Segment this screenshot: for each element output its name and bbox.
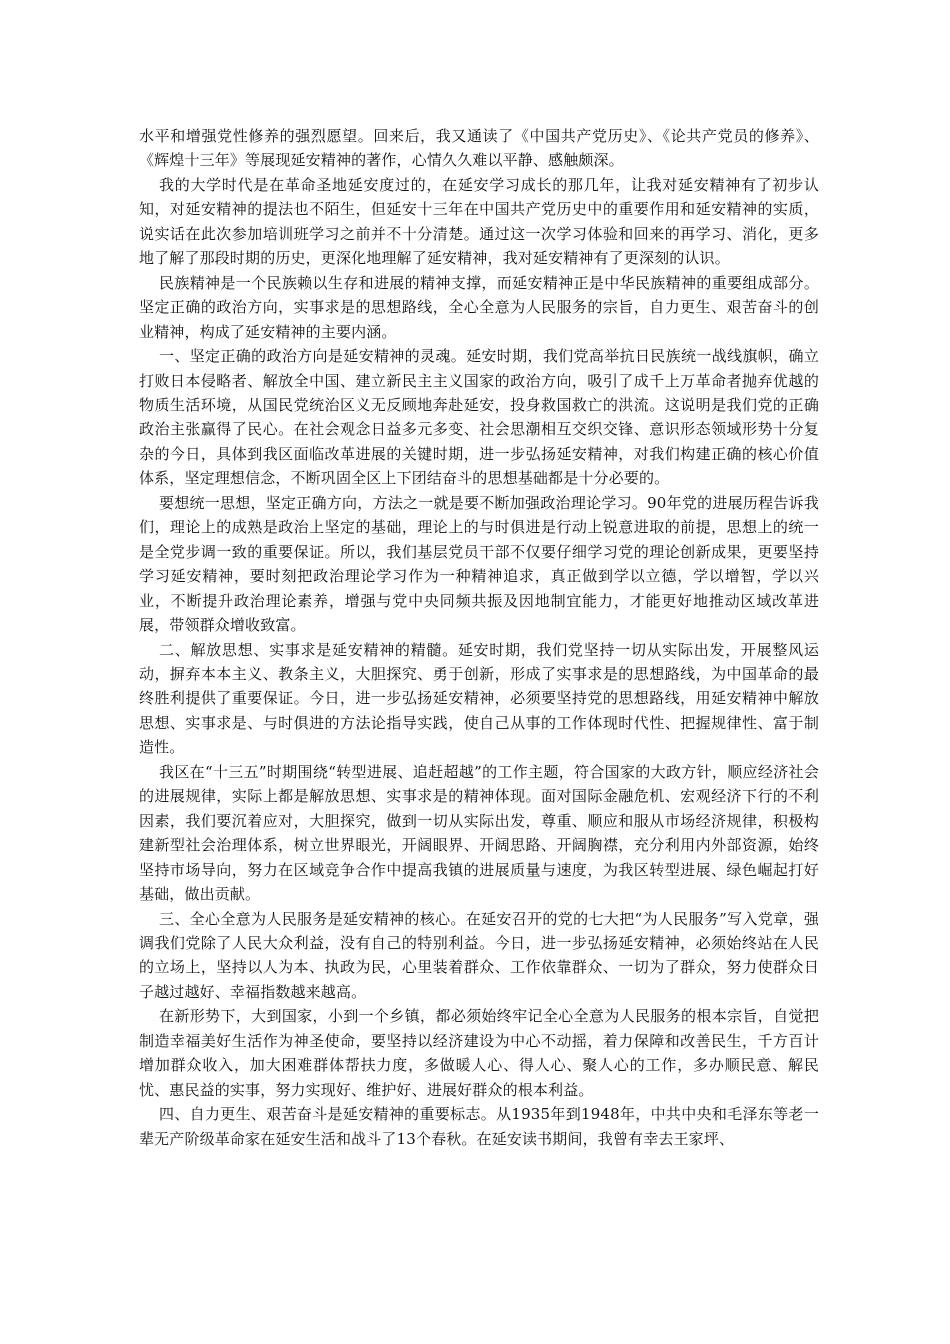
paragraph-2: 我的大学时代是在革命圣地延安度过的，在延安学习成长的那几年，让我对延安精神有了初步认知，对延安精神的提法也不陌生，但延安十三年在中国共产党历史中的重要作用和延安精神的实质，说实话在此次参加培训班学习之前并不十分清楚。通过这一次学习体验和回来的再学习、消化，更多地了解了那段时期的历史，更深化地理解了延安精神，我对延安精神有了更深刻的认识。 bbox=[139, 175, 819, 268]
paragraph-4: 一、坚定正确的政治方向是延安精神的灵魂。延安时期，我们党高举抗日民族统一战线旗帜，确立打败日本侵略者、解放全中国、建立新民主主义国家的政治方向，吸引了成千上万革命者抛弃优越的物质生活环境，从国民党统治区义无反顾地奔赴延安，投身救国救亡的洪流。这说明是我们党的正确政治主张赢得了民心。在社会观念日益多元多变、社会思潮相互交织交锋、意识形态领域形势十分复杂的今日，具体到我区面临改革进展的关键时期，进一步弘扬延安精神，对我们构建正确的核心价值体系，坚定理想信念，不断巩固全区上下团结奋斗的思想基础都是十分必要的。 bbox=[139, 347, 819, 488]
paragraph-9: 在新形势下，大到国家，小到一个乡镇，都必须始终牢记全心全意为人民服务的根本宗旨，自觉把制造幸福美好生活作为神圣使命，要坚持以经济建设为中心不动摇，着力保障和改善民生，千方百计增加群众收入，加大困难群体帮扶力度，多做暖人心、得人心、聚人心的工作，多办顺民意、解民忧、惠民益的实事，努力实现好、维护好、进展好群众的根本利益。 bbox=[139, 1007, 819, 1099]
document-body bbox=[139, 124, 819, 1151]
paragraph-10: 四、自力更生、艰苦奋斗是延安精神的重要标志。从1935年到1948年，中共中央和毛泽东等老一辈无产阶级革命家在延安生活和战斗了13个春秋。在延安读书期间，我曾有幸去王家坪、 bbox=[139, 1105, 819, 1148]
paragraph-3: 民族精神是一个民族赖以生存和进展的精神支撑，而延安精神正是中华民族精神的重要组成部分。坚定正确的政治方向，实事求是的思想路线，全心全意为人民服务的宗旨，自力更生、艰苦奋斗的创业精神，构成了延安精神的主要内涵。 bbox=[139, 273, 819, 341]
paragraph-5: 要想统一思想，坚定正确方向，方法之一就是要不断加强政治理论学习。90年党的进展历程告诉我们，理论上的成熟是政治上坚定的基础，理论上的与时俱进是行动上锐意进取的前提，思想上的统一是全党步调一致的重要保证。所以，我们基层党员干部不仅要仔细学习党的理论创新成果，更要坚持学习延安精神，要时刻把政治理论学习作为一种精神追求，真正做到学以立德，学以增智，学以兴业，不断提升政治理论素养，增强与党中央同频共振及因地制宜能力，才能更好地推动区域改革进展，带领群众增收致富。 bbox=[139, 493, 819, 635]
paragraph-8: 三、全心全意为人民服务是延安精神的核心。在延安召开的党的七大把“为人民服务”写入党章，强调我们党除了人民大众利益，没有自己的特别利益。今日，进一步弘扬延安精神，必须始终站在人民的立场上，坚持以人为本、执政为民，心里装着群众、工作依靠群众、一切为了群众，努力使群众日子越过越好、幸福指数越来越高。 bbox=[139, 909, 819, 1001]
paragraph-6: 二、解放思想、实事求是延安精神的精髓。延安时期，我们党坚持一切从实际出发，开展整风运动，摒弃本本主义、教条主义，大胆探究、勇于创新，形成了实事求是的思想路线，为中国革命的最终胜利提供了重要保证。今日，进一步弘扬延安精神，必须要坚持党的思想路线，用延安精神中解放思想、实事求是、与时俱进的方法论指导实践，使自己从事的工作体现时代性、把握规律性、富于制造性。 bbox=[139, 640, 819, 757]
paragraph-1: 水平和增强党性修养的强烈愿望。回来后，我又通读了《中国共产党历史》、《论共产党员的修养》、《辉煌十三年》等展现延安精神的著作，心情久久难以平静、感触颇深。 bbox=[139, 127, 819, 170]
paragraph-7: 我区在“十三五”时期围绕“转型进展、追赶超越”的工作主题，符合国家的大政方针，顺应经济社会的进展规律，实际上都是解放思想、实事求是的精神体现。面对国际金融危机、宏观经济下行的不利因素，我们要沉着应对，大胆探究，做到一切从实际出发，尊重、顺应和服从市场经济规律，积极构建新型社会治理体系，树立世界眼光，开阔眼界、开阔思路、开阔胸襟，充分利用内外部资源，始终坚持市场导向，努力在区域竞争合作中提高我镇的进展质量与速度，为我区转型进展、绿色崛起打好基础，做出贡献。 bbox=[139, 762, 819, 904]
